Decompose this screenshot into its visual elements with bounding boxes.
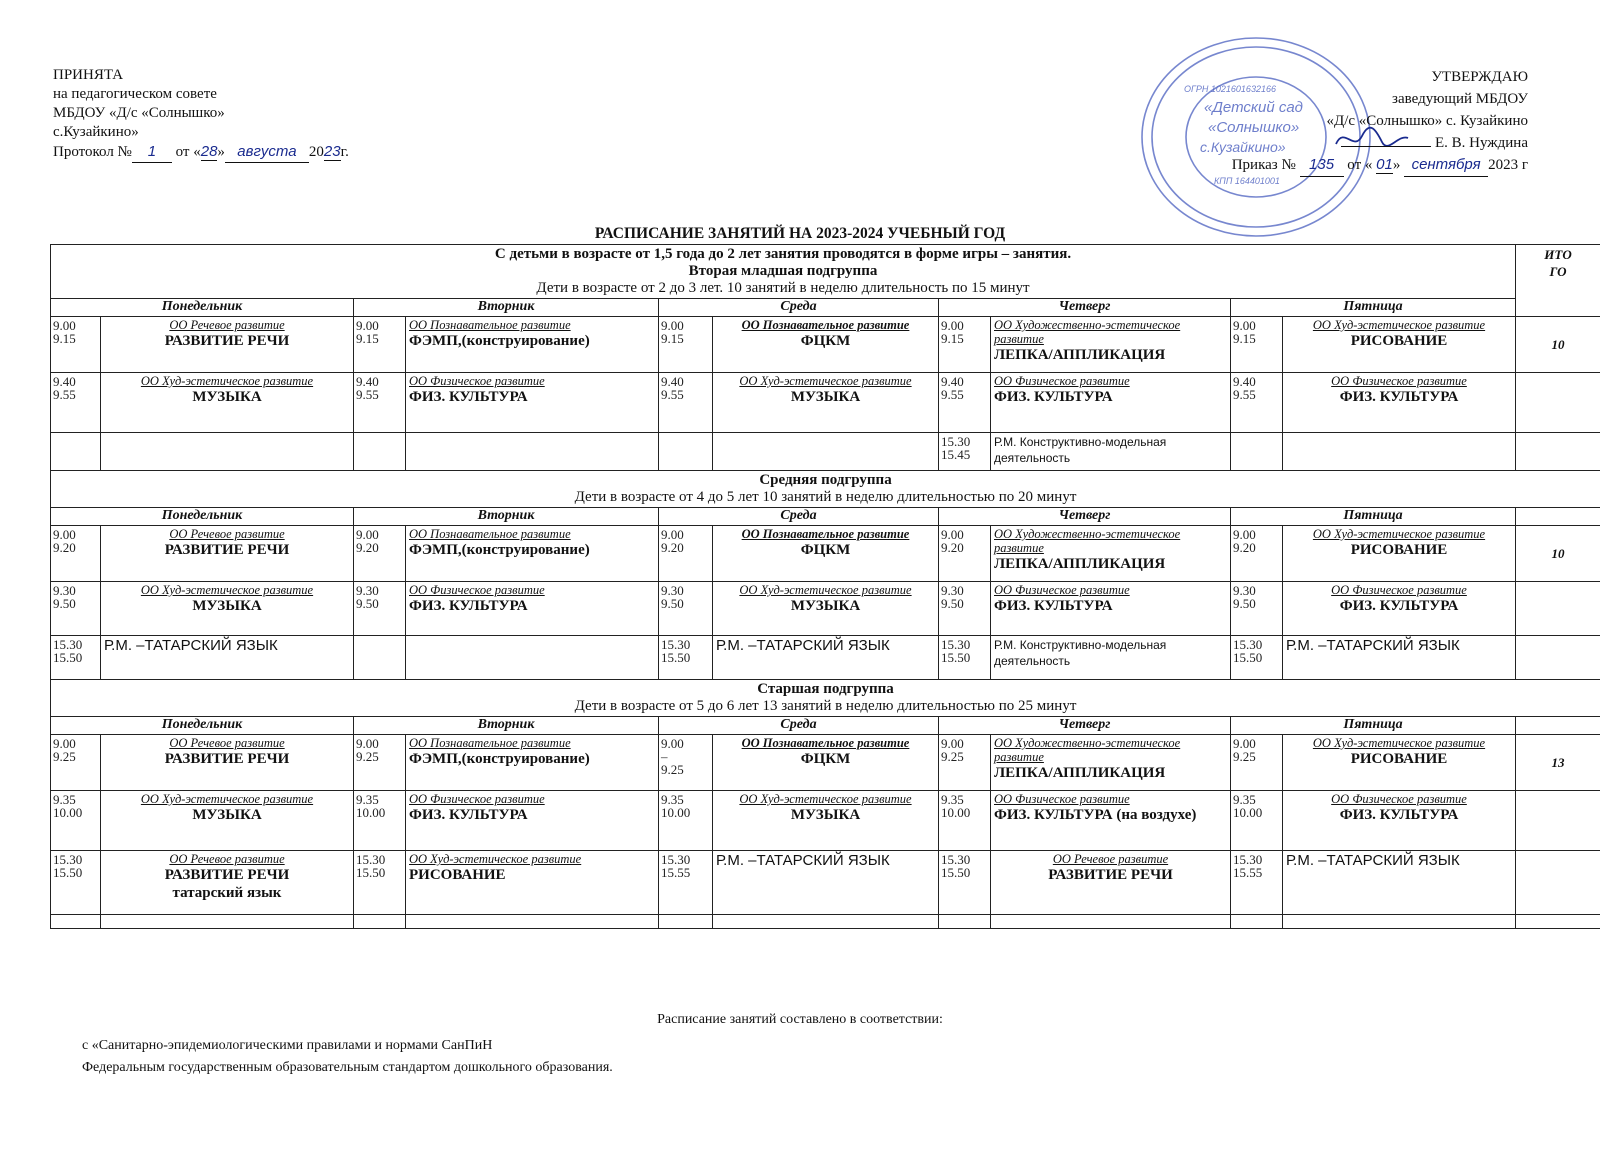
accepted-block — [53, 66, 349, 163]
schedule-table — [50, 244, 1600, 929]
stamp-kpp: КПП 164401001 — [1214, 176, 1280, 186]
protocol-year-end: г. — [340, 144, 349, 160]
group2-total: 10 — [1516, 526, 1600, 582]
order-label: Приказ № — [1231, 157, 1296, 173]
approved-block — [1232, 66, 1528, 177]
day-thursday: Четверг — [939, 299, 1231, 317]
table-row: 9.00 9.25 ОО Речевое развитие РАЗВИТИЕ РЕЧИ 9.00 9.25 ОО Познавательное развитие ФЭМП,(конструирование) 9.00 – 9.25 ОО Познавательное развитие ФЦКМ 9.00 9.25 ОО Художественно-эстетическое развитие ЛЕПКА/АППЛИКАЦИЯ 9.00 9.25 ОО Худ-эстетическое развитие РИСОВАНИЕ 13 — [51, 735, 1600, 791]
group1-name: Вторая младшая подгруппа — [688, 263, 878, 279]
group3-name: Старшая подгруппа — [757, 681, 894, 697]
order-month: сентября — [1411, 156, 1481, 173]
group1-desc: Дети в возрасте от 2 до 3 лет. 10 занятий в неделю длительность по 15 минут — [536, 280, 1030, 296]
accepted-title: ПРИНЯТА — [53, 67, 124, 83]
order-number: 135 — [1309, 156, 1335, 173]
protocol-number: 1 — [147, 143, 157, 160]
lesson-cell: ОО Познавательное развитие ФЭМП,(конструирование) — [406, 317, 659, 373]
day-wednesday: Среда — [659, 299, 939, 317]
accepted-council: на педагогическом совете — [53, 86, 217, 102]
protocol-year-prefix: 20 — [308, 144, 324, 160]
lesson-cell: ОО Познавательное развитие ФЦКМ — [713, 317, 939, 373]
stamp-ogrn: ОГРН 1021601632166 — [1184, 84, 1276, 94]
footer-line3: Федеральным государственным образовательным стандартом дошкольного образования. — [82, 1060, 613, 1075]
head-name: Е. В. Нуждина — [1434, 135, 1528, 151]
approved-signature-line — [1232, 132, 1528, 154]
protocol-line: Протокол № 1 от «28» августа 2023г. — [53, 142, 349, 163]
group3-days-row: Понедельник Вторник Среда Четверг Пятница — [51, 717, 1600, 735]
order-day: 01 — [1376, 156, 1393, 173]
footer-line2: с «Санитарно-эпидемиологическими правилами и нормами СанПиН — [82, 1038, 493, 1053]
group2-days-row: Понедельник Вторник Среда Четверг Пятница — [51, 508, 1600, 526]
group3-total: 13 — [1516, 735, 1600, 791]
group2-header — [51, 471, 1600, 508]
stamp-line1: «Детский сад — [1204, 99, 1303, 116]
group2-desc: Дети в возрасте от 4 до 5 лет 10 занятий в неделю длительностью по 20 минут — [574, 489, 1077, 505]
table-row: 15.30 15.45 Р.М. Конструктивно-модельная деятельность — [51, 433, 1600, 471]
day-tuesday: Вторник — [354, 299, 659, 317]
stamp-line2: «Солнышко» — [1208, 119, 1300, 136]
protocol-label: Протокол № — [53, 144, 132, 160]
page-title: РАСПИСАНИЕ ЗАНЯТИЙ НА 2023-2024 УЧЕБНЫЙ ГОД — [594, 225, 1006, 242]
protocol-month: августа — [237, 143, 297, 160]
group3-header — [51, 680, 1600, 717]
day-friday: Пятница — [1231, 299, 1516, 317]
group2-name: Средняя подгруппа — [759, 472, 892, 488]
table-row: 9.00 9.20 ОО Речевое развитие РАЗВИТИЕ РЕЧИ 9.00 9.20 ОО Познавательное развитие ФЭМП,(конструирование) 9.00 9.20 ОО Познавательное развитие ФЦКМ 9.00 9.20 ОО Художественно-эстетическое развитие ЛЕПКА/АППЛИКАЦИЯ 9.00 9.20 ОО Худ-эстетическое развитие РИСОВАНИЕ 10 — [51, 526, 1600, 582]
lesson-cell: ОО Речевое развитие РАЗВИТИЕ РЕЧИ — [101, 317, 354, 373]
itogo-header: ИТО ГО — [1516, 245, 1600, 317]
group1-total: 10 — [1516, 317, 1600, 373]
order-line: Приказ № 135 от « 01» сентября 2023 г — [1232, 154, 1528, 177]
accepted-village: с.Кузайкино» — [53, 124, 139, 140]
table-row: 9.35 10.00 ОО Худ-эстетическое развитие МУЗЫКА 9.35 10.00 ОО Физическое развитие ФИЗ. КУЛЬТУРА 9.35 10.00 ОО Худ-эстетическое развитие МУЗЫКА 9.35 10.00 ОО Физическое развитие ФИЗ. КУЛЬТУРА (на воздухе) 9.35 10.00 ОО Физическое развитие ФИЗ. КУЛЬТУРА — [51, 791, 1600, 851]
protocol-day: 28 — [200, 143, 218, 160]
group1-note: С детьми в возрасте от 1,5 года до 2 лет занятия проводятся в форме игры – занятия. — [494, 246, 1072, 262]
lesson-cell: ОО Худ-эстетическое развитие РИСОВАНИЕ — [1283, 317, 1516, 373]
lesson-cell: ОО Художественно-эстетическое развитие ЛЕПКА/АППЛИКАЦИЯ — [991, 317, 1231, 373]
accepted-org: МБДОУ «Д/с «Солнышко» — [53, 105, 225, 121]
table-row: 15.30 15.50 Р.М. –ТАТАРСКИЙ ЯЗЫК 15.30 15.50 Р.М. –ТАТАРСКИЙ ЯЗЫК 15.30 15.50 Р.М. Конструктивно-модельная деятельность 15.30 15.50 Р.М. –ТАТАРСКИЙ ЯЗЫК — [51, 636, 1600, 680]
stamp-line3: с.Кузайкино» — [1200, 139, 1286, 155]
day-monday: Понедельник — [51, 299, 354, 317]
group3-desc: Дети в возрасте от 5 до 6 лет 13 занятий в неделю длительностью по 25 минут — [574, 698, 1077, 714]
table-row: 15.30 15.50 ОО Речевое развитие РАЗВИТИЕ РЕЧИ татарский язык 15.30 15.50 ОО Худ-эстетическое развитие РИСОВАНИЕ 15.30 15.55 Р.М. –ТАТАРСКИЙ ЯЗЫК 15.30 15.50 ОО Речевое развитие РАЗВИТИЕ РЕЧИ 15.30 15.55 Р.М. –ТАТАРСКИЙ ЯЗЫК — [51, 851, 1600, 915]
footer-line1: Расписание занятий составлено в соответствии: — [657, 1012, 943, 1027]
order-from: от « — [1347, 157, 1373, 173]
approved-title: УТВЕРЖДАЮ — [1431, 69, 1528, 85]
group1-days-row — [51, 299, 1600, 317]
table-row — [51, 915, 1600, 929]
protocol-from: от « — [175, 144, 201, 160]
table-row: 9.40 9.55 ОО Худ-эстетическое развитие МУЗЫКА 9.40 9.55 ОО Физическое развитие ФИЗ. КУЛЬТУРА 9.40 9.55 ОО Худ-эстетическое развитие МУЗЫКА 9.40 9.55 ОО Физическое развитие ФИЗ. КУЛЬТУРА 9.40 9.55 ОО Физическое развитие ФИЗ. КУЛЬТУРА — [51, 373, 1600, 433]
table-row: 9.30 9.50 ОО Худ-эстетическое развитие МУЗЫКА 9.30 9.50 ОО Физическое развитие ФИЗ. КУЛЬТУРА 9.30 9.50 ОО Худ-эстетическое развитие МУЗЫКА 9.30 9.50 ОО Физическое развитие ФИЗ. КУЛЬТУРА 9.30 9.50 ОО Физическое развитие ФИЗ. КУЛЬТУРА — [51, 582, 1600, 636]
approved-position: заведующий МБДОУ — [1392, 91, 1528, 107]
order-year: 2023 г — [1488, 157, 1528, 173]
table-row: 9.00 9.15 ОО Речевое развитие РАЗВИТИЕ РЕЧИ 9.00 9.15 ОО Познавательное развитие ФЭМП,(конструирование) 9.00 9.15 ОО Познавательное развитие ФЦКМ 9.00 9.15 ОО Художественно-эстетическое развитие ЛЕПКА/АППЛИКАЦИЯ 9.00 9.15 ОО Худ-эстетическое развитие РИСОВАНИЕ 10 — [51, 317, 1600, 373]
group1-header — [51, 245, 1600, 299]
protocol-year: 23 — [323, 143, 341, 160]
approved-org: «Д/с «Солнышко» с. Кузайкино — [1326, 113, 1528, 129]
